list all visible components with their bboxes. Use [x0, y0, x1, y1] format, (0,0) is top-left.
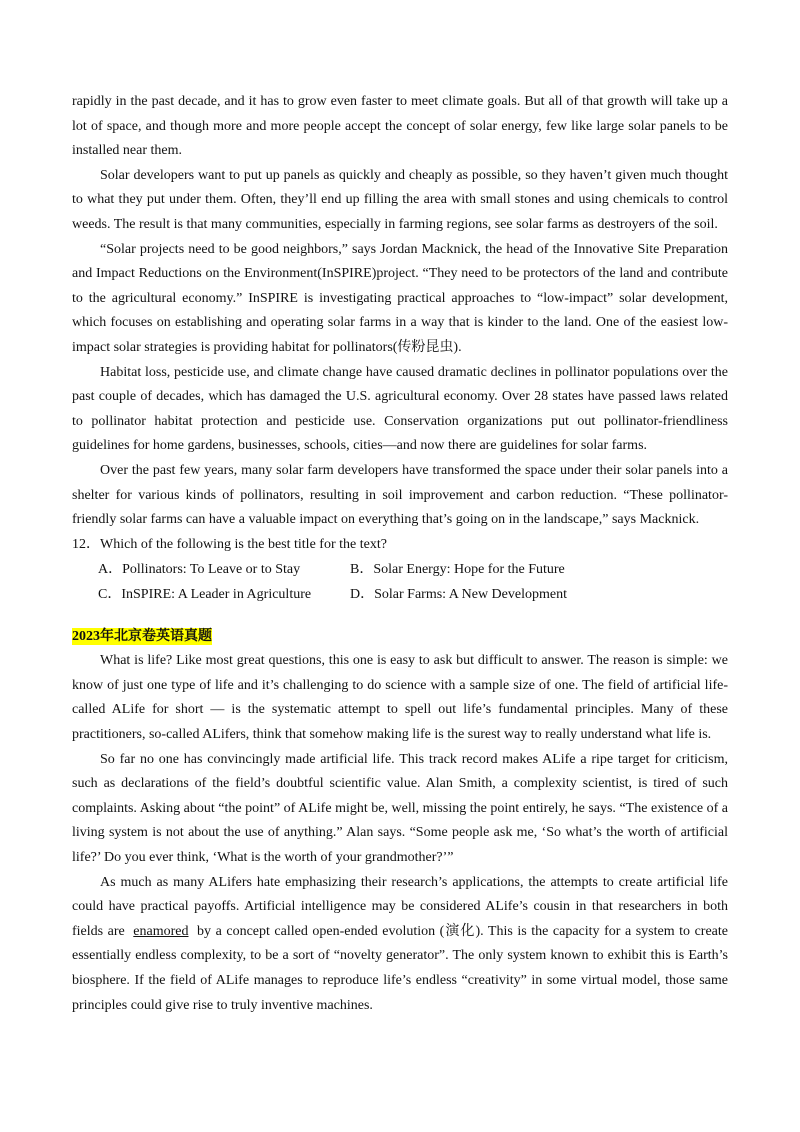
- passage1-paragraph-4: Habitat loss, pesticide use, and climate change have caused dramatic declines in pollinator populations over the past couple of decades, which has damaged the U.S. agricultural economy. Over 28 states have passed laws related to pollinator habitat protection and pesticide use. Conservation organizations put out pollinator-friendliness guidelines for home gardens, businesses, schools, cities—and now there are guidelines for solar farms.: [72, 364, 728, 454]
- options-row-2: [72, 582, 728, 607]
- passage1-paragraph-5: Over the past few years, many solar farm developers have transformed the space under their solar panels into a shelter for various kinds of pollinators, resulting in soil improvement and carbon reduction. “These pollinator-friendly solar farms can have a valuable impact on everything that’s going on in the landscape,” says Macknick.: [72, 462, 728, 528]
- option-b: B．Solar Energy: Hope for the Future: [350, 562, 565, 578]
- question-12-options: [72, 557, 728, 607]
- passage2-paragraph-3: [72, 871, 728, 1019]
- passage1-paragraph-1: rapidly in the past decade, and it has to grow even faster to meet climate goals. But all of that growth will take up a lot of space, and though more and more people accept the concept of solar energy, few like large solar panels to be installed near them.: [72, 94, 728, 159]
- section-heading-text: 2023年北京卷英语真题: [72, 629, 212, 645]
- section-heading: [72, 625, 728, 649]
- document-page: [72, 90, 728, 1018]
- passage1-paragraph-3: “Solar projects need to be good neighbors,” says Jordan Macknick, the head of the Innovative Site Preparation and Impact Reductions on the Environment(InSPIRE)project. “They need to be protectors of the land and contribute to the agricultural economy.” InSPIRE is investigating practical approaches to “low-impact” solar development, which focuses on establishing and operating solar farms in a way that is kinder to the land. One of the easiest low-impact solar strategies is providing habitat for pollinators(传粉昆虫).: [72, 241, 728, 355]
- options-row-1: [72, 557, 728, 582]
- passage1-paragraph-2: Solar developers want to put up panels as quickly and cheaply as possible, so they haven’t given much thought to what they put under them. Often, they’ll end up filling the area with small stones and using chemicals to control weeds. The result is that many communities, especially in farming regions, see solar farms as destroyers of the soil.: [72, 167, 728, 232]
- option-a: A．Pollinators: To Leave or to Stay: [98, 562, 301, 578]
- passage2-paragraph-2: So far no one has convincingly made artificial life. This track record makes ALife a ripe target for criticism, such as declarations of the field’s doubtful scientific value. Alan Smith, a complexity scientist, is tired of such complaints. Asking about “the point” of ALife might be, well, missing the point entirely, he says. “The existence of a living system is not about the use of anything.” Alan says. “Some people ask me, ‘So what’s the worth of artificial life?’ Do you ever think, ‘What is the worth of your grandmother?’”: [72, 751, 728, 866]
- passage2-paragraph-3-part1: As much as many ALifers hate emphasizing their research’s applications, the attempts to create artificial life could have practical payoffs. Artificial intelligence may be considered ALife’s cousin in that researchers in both fields are: [72, 874, 728, 939]
- underlined-word: enamored: [133, 923, 189, 939]
- passage2-paragraph-1: What is life? Like most great questions, this one is easy to ask but difficult to answer. The reason is simple: we know of just one type of life and it’s challenging to do science with a sample size of one. The field of artificial life-called ALife for short — is the systematic attempt to spell out life’s fundamental principles. Many of these practitioners, so-called ALifers, think that somehow making life is the surest way to really understand what life is.: [72, 653, 728, 743]
- passage2-paragraph-3-part2: by a concept called open-ended evolution (演化). This is the capacity for a system to create essentially endless complexity, to be a sort of “novelty generator”. The only system known to exhibit this is Earth’s biosphere. If the field of ALife manages to reproduce life’s endless “creativity” in some virtual model, those same principles could give rise to truly inventive machines.: [72, 923, 728, 1013]
- question-12-stem: 12．Which of the following is the best title for the text?: [72, 536, 387, 552]
- option-d: D．Solar Farms: A New Development: [350, 587, 567, 603]
- option-c: C．InSPIRE: A Leader in Agriculture: [98, 587, 312, 603]
